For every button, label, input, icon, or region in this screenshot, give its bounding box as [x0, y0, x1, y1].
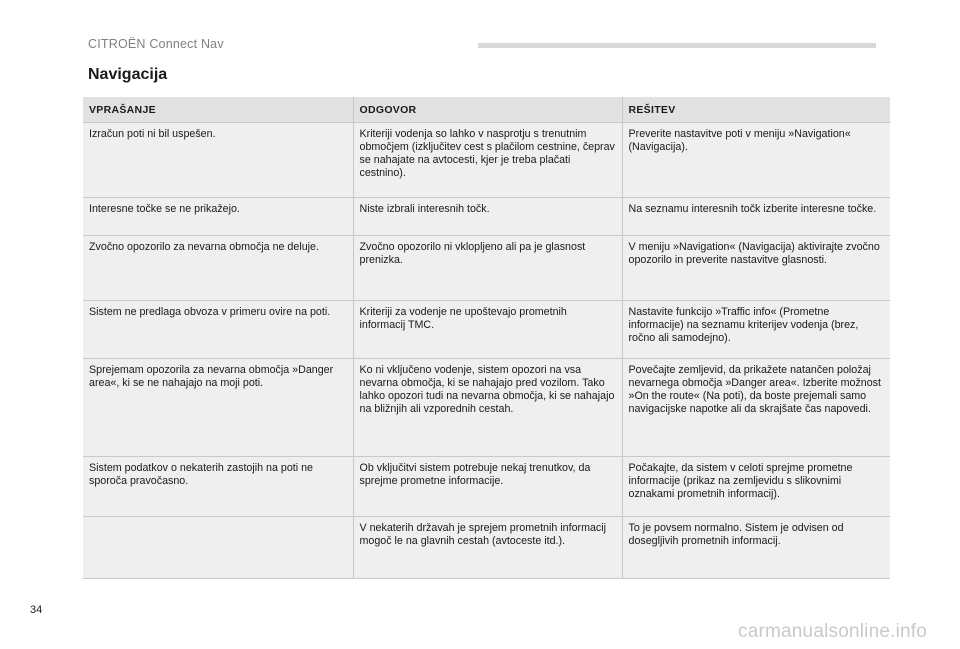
solution-cell: To je povsem normalno. Sistem je odvisen od dosegljivih prometnih informacij. — [622, 517, 890, 579]
answer-cell: Kriteriji za vodenje ne upoštevajo prometnih informacij TMC. — [353, 301, 622, 359]
question-cell: Sistem ne predlaga obvoza v primeru ovire na poti. — [83, 301, 353, 359]
answer-cell: Zvočno opozorilo ni vklopljeno ali pa je glasnost prenizka. — [353, 236, 622, 301]
header-row — [83, 97, 890, 123]
answer-cell: Ob vključitvi sistem potrebuje nekaj trenutkov, da sprejme prometne informacije. — [353, 457, 622, 517]
header-brand: CITROËN Connect Nav — [88, 37, 224, 51]
watermark: carmanualsonline.info — [738, 621, 928, 642]
solution-cell: Povečajte zemljevid, da prikažete natančen položaj nevarnega območja »Danger area«. Izberite možnost »On the route« (Na poti), da boste prejemali samo navigacijske napotke ali da skrajšate čas napovedi. — [622, 359, 890, 457]
solution-cell: Na seznamu interesnih točk izberite interesne točke. — [622, 198, 890, 236]
answer-cell: Niste izbrali interesnih točk. — [353, 198, 622, 236]
column-header-question: VPRAŠANJE — [83, 97, 353, 123]
faq-table — [83, 97, 890, 579]
question-cell: Zvočno opozorilo za nevarna območja ne deluje. — [83, 236, 353, 301]
table-row — [83, 517, 890, 579]
question-cell: Sprejemam opozorila za nevarna območja »Danger area«, ki se ne nahajajo na moji poti. — [83, 359, 353, 457]
table-row — [83, 123, 890, 198]
question-cell: Interesne točke se ne prikažejo. — [83, 198, 353, 236]
answer-cell: Kriteriji vodenja so lahko v nasprotju s trenutnim območjem (izključitev cest s plačilom cestnine, čeprav se nahajate na avtocesti, kjer je treba plačati cestnino). — [353, 123, 622, 198]
question-cell — [83, 517, 353, 579]
solution-cell: V meniju »Navigation« (Navigacija) aktivirajte zvočno opozorilo in preverite nastavitve glasnosti. — [622, 236, 890, 301]
solution-cell: Nastavite funkcijo »Traffic info« (Prometne informacije) na seznamu kriterijev vodenja (brez, ročno ali samodejno). — [622, 301, 890, 359]
table-row — [83, 457, 890, 517]
question-cell: Sistem podatkov o nekaterih zastojih na poti ne sporoča pravočasno. — [83, 457, 353, 517]
answer-cell: Ko ni vključeno vodenje, sistem opozori na vsa nevarna območja, ki se nahajajo pred vozilom. Tako lahko opozori tudi na nevarna območja, ki se nahajajo na bližnjih ali vzporednih cestah. — [353, 359, 622, 457]
table-row — [83, 359, 890, 457]
table-header — [83, 97, 890, 123]
table-body — [83, 123, 890, 579]
column-header-answer: ODGOVOR — [353, 97, 622, 123]
table-row — [83, 236, 890, 301]
table-row — [83, 198, 890, 236]
solution-cell: Preverite nastavitve poti v meniju »Navigation« (Navigacija). — [622, 123, 890, 198]
page-number: 34 — [30, 604, 43, 616]
table-row — [83, 301, 890, 359]
column-header-solution: REŠITEV — [622, 97, 890, 123]
answer-cell: V nekaterih državah je sprejem prometnih informacij mogoč le na glavnih cestah (avtoceste itd.). — [353, 517, 622, 579]
question-cell: Izračun poti ni bil uspešen. — [83, 123, 353, 198]
header-bar — [478, 43, 876, 48]
solution-cell: Počakajte, da sistem v celoti sprejme prometne informacije (prikaz na zemljevidu s slikovnimi oznakami prometnih informacij). — [622, 457, 890, 517]
section-title: Navigacija — [88, 66, 168, 83]
